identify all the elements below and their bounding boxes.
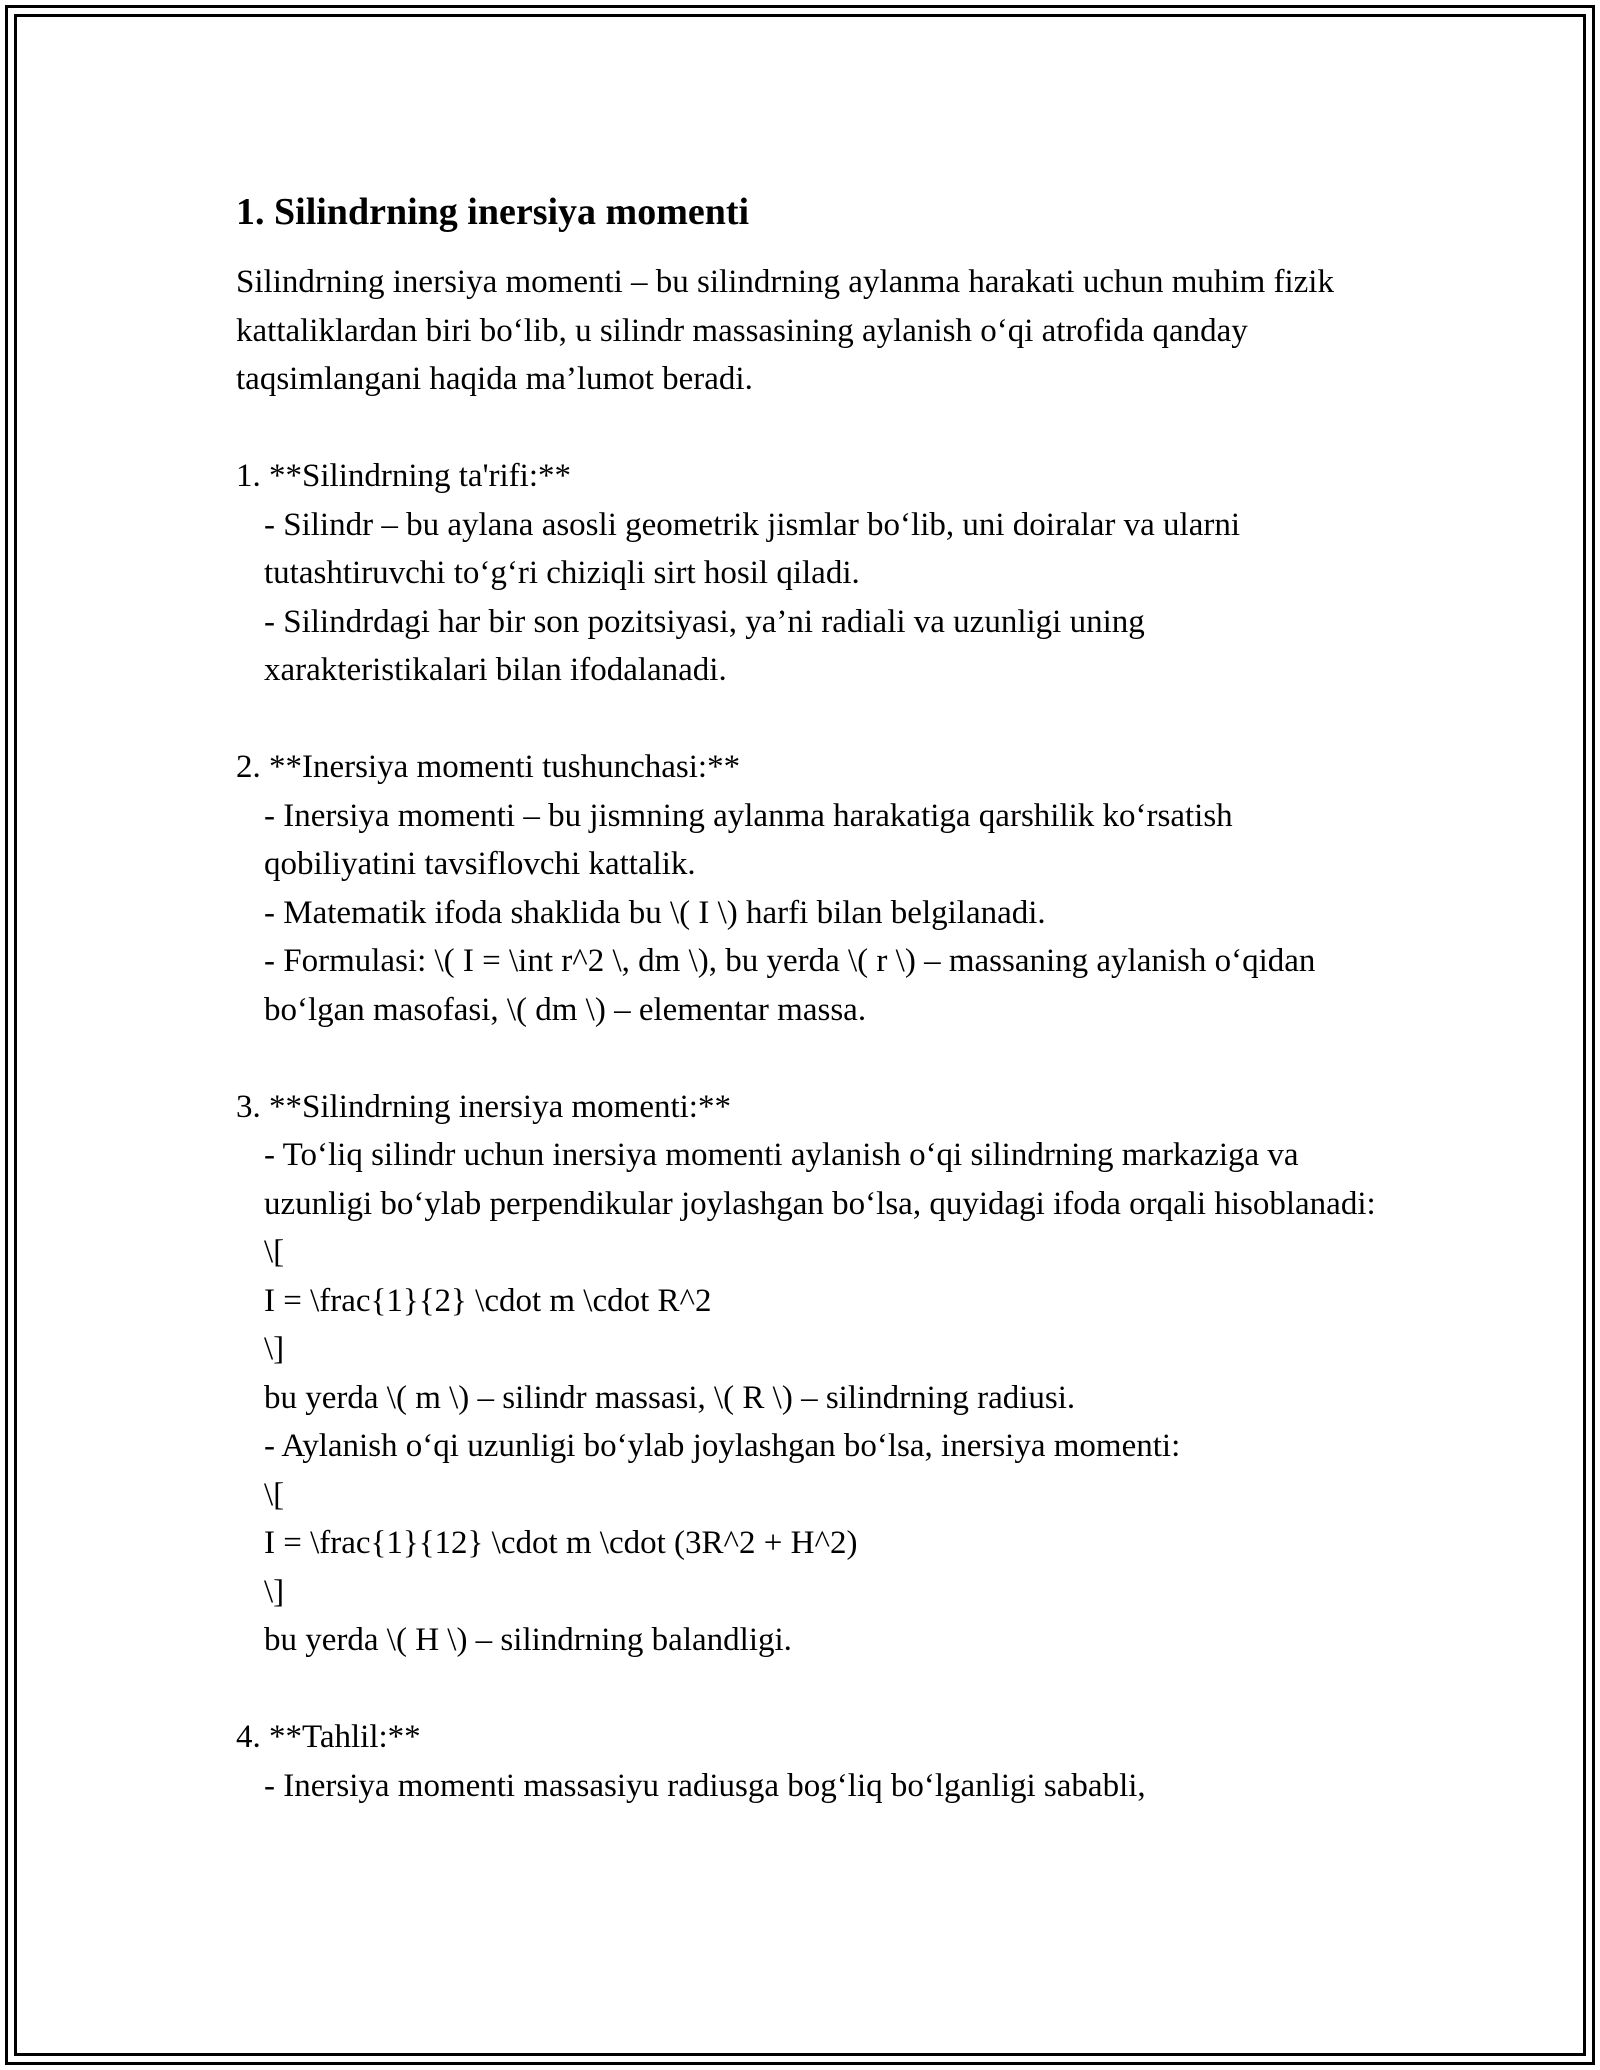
formula-line: I = \frac{1}{2} \cdot m \cdot R^2	[264, 1282, 712, 1319]
page-title: 1. Silindrning inersiya momenti	[236, 191, 750, 233]
blank-line	[236, 1034, 1376, 1083]
list-item: - Aylanish o‘qi uzunligi bo‘ylab joylashgan bo‘lsa, inersiya momenti:	[264, 1428, 1181, 1464]
formula-open: \[	[264, 1476, 285, 1513]
section-heading: 3. **Silindrning inersiya momenti:**	[236, 1088, 731, 1125]
blank-line	[236, 404, 1376, 453]
section-analysis	[236, 1713, 1376, 1810]
section-heading: 1. **Silindrning ta'rifi:**	[236, 458, 572, 494]
formula-close: \]	[264, 1331, 285, 1367]
list-item: - Matematik ifoda shaklida bu \( I \) harfi bilan belgilanadi.	[264, 894, 1046, 931]
intro-paragraph: Silindrning inersiya momenti – bu silindrning aylanma harakati uchun muhim fizik kattaliklardan biri bo‘lib, u silindr massasining aylanish o‘qi atrofida qanday taqsimlangani haqida ma’lumot beradi.	[236, 264, 1334, 397]
section-heading: 2. **Inersiya momenti tushunchasi:**	[236, 749, 741, 785]
formula-line: I = \frac{1}{12} \cdot m \cdot (3R^2 + H^2)	[264, 1525, 858, 1561]
formula-close: \]	[264, 1573, 285, 1610]
list-item: - Silindr – bu aylana asosli geometrik jismlar bo‘lib, uni doiralar va ularni tutashtiruvchi to‘g‘ri chiziqli sirt hosil qiladi.	[264, 506, 1249, 591]
section-heading: 4. **Tahlil:**	[236, 1719, 421, 1755]
list-item: - Formulasi: \( I = \int r^2 \, dm \), bu yerda \( r \) – massaning aylanish o‘qidan bo‘lgan masofasi, \( dm \) – elementar massa.	[264, 943, 1324, 1028]
formula-open: \[	[264, 1234, 285, 1270]
blank-line	[236, 695, 1376, 744]
section-cylinder-moment	[236, 1083, 1376, 1665]
list-item: - To‘liq silindr uchun inersiya momenti aylanish o‘qi silindrning markaziga va uzunligi bo‘ylab perpendikular joylashgan bo‘lsa, quyidagi ifoda orqali hisoblanadi:	[264, 1137, 1376, 1222]
document-body	[236, 188, 1376, 1810]
blank-line	[236, 1665, 1376, 1714]
list-item: - Inersiya momenti massasiyu radiusga bog‘liq bo‘lganligi sababli,	[264, 1767, 1146, 1804]
list-item: - Silindrdagi har bir son pozitsiyasi, ya’ni radiali va uzunligi uning xarakteristikalari bilan ifodalanadi.	[264, 603, 1154, 688]
list-item: - Inersiya momenti – bu jismning aylanma harakatiga qarshilik ko‘rsatish qobiliyatini tavsiflovchi kattalik.	[264, 797, 1241, 882]
section-definition	[236, 452, 1376, 695]
section-concept	[236, 743, 1376, 1034]
formula-explanation: bu yerda \( m \) – silindr massasi, \( R \) – silindrning radiusi.	[264, 1379, 1076, 1416]
formula-explanation: bu yerda \( H \) – silindrning balandligi.	[264, 1622, 792, 1658]
